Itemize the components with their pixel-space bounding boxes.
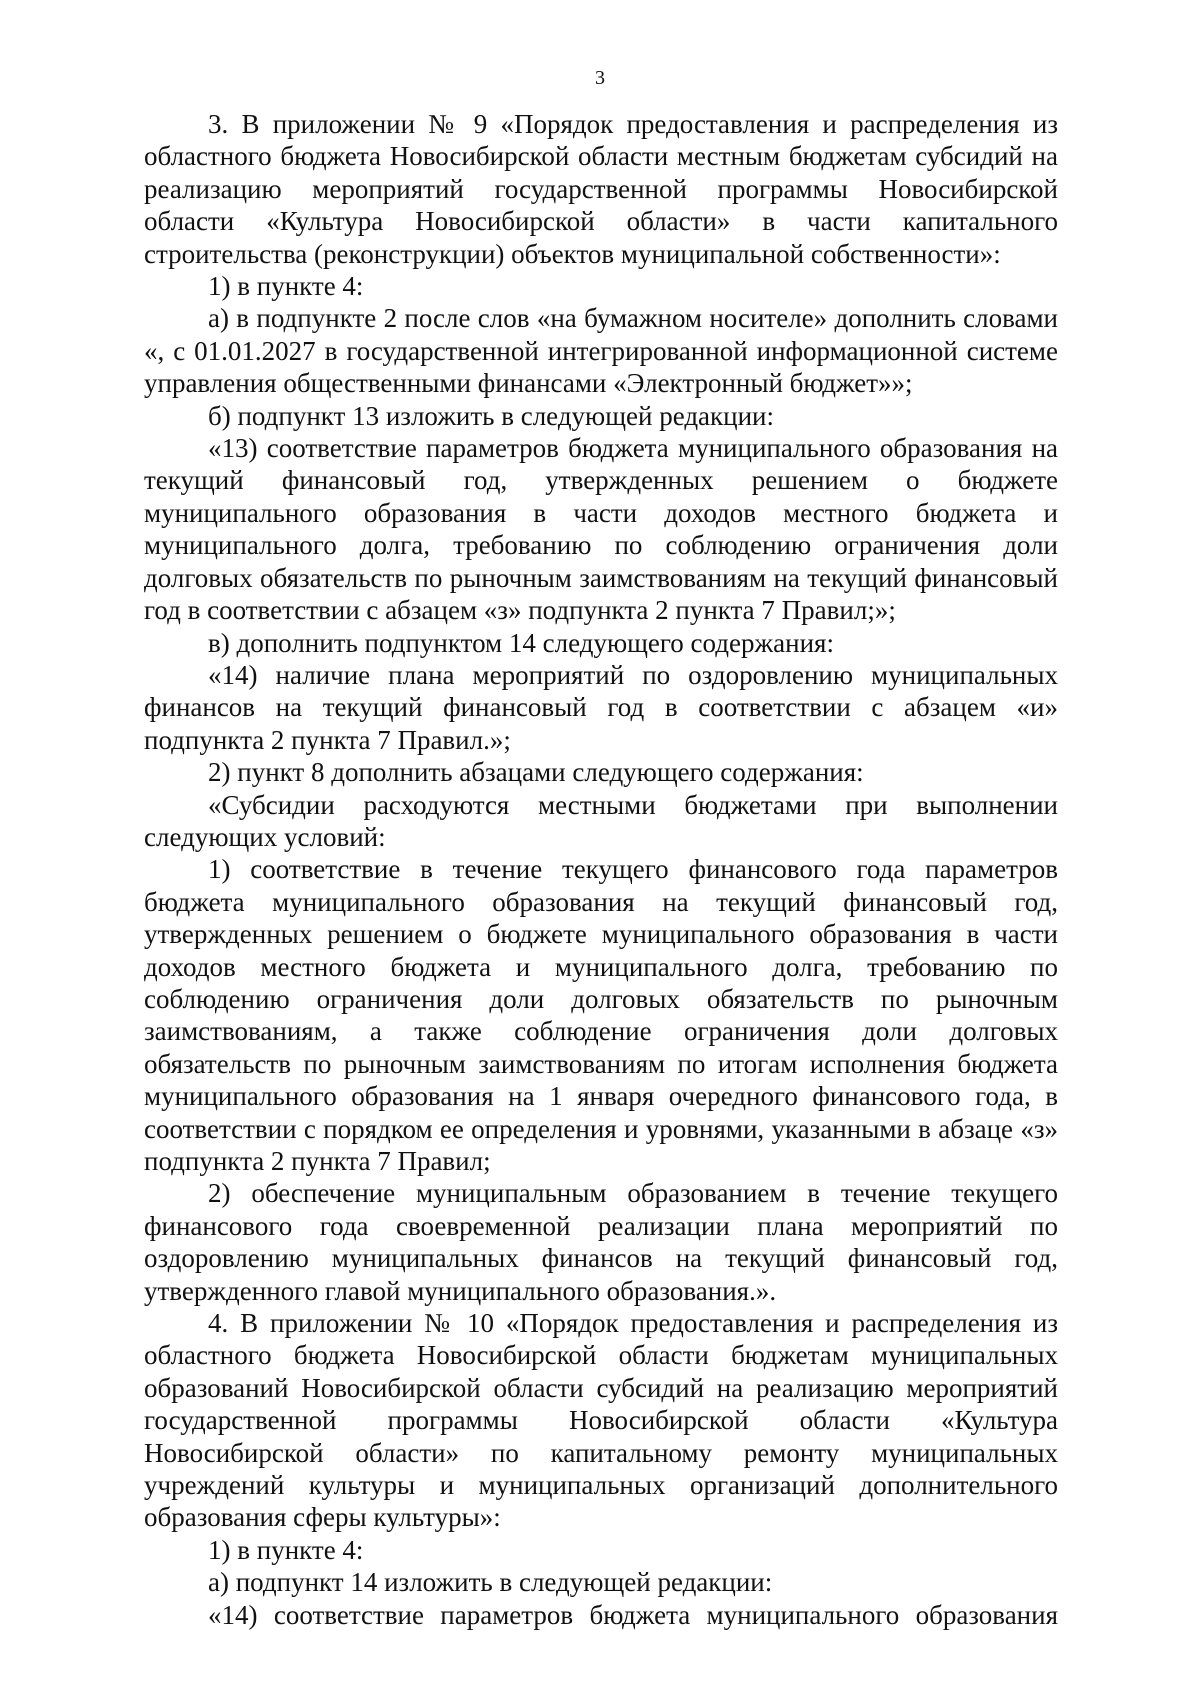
paragraph-quote-14-continued: «14) соответствие параметров бюджета муниципального образования	[208, 1599, 1058, 1630]
paragraph-subsidy-conditions: «Субсидии расходуются местными бюджетами при выполнении следующих условий:	[144, 789, 1058, 852]
page-number: 3	[595, 67, 605, 89]
paragraph-subitem-b: б) подпункт 13 изложить в следующей редакции:	[208, 400, 775, 431]
paragraph-quote-13: «13) соответствие параметров бюджета муниципального образования на текущий финансовый год, утвержденных решением о бюджете муниципального образования в части доходов местного бюджета и муниципального долга, требованию по соблюдению ограничения доли долговых обязательств по рыночным заимствованиям на текущий финансовый год в соответствии с абзацем «з» подпункта 2 пункта 7 Правил;»;	[144, 433, 1058, 626]
paragraph-subitem-2: 2) пункт 8 дополнить абзацами следующего содержания:	[208, 757, 864, 788]
document-body	[144, 108, 1058, 1631]
paragraph-quote-14: «14) наличие плана мероприятий по оздоровлению муниципальных финансов на текущий финансовый год в соответствии с абзацем «и» подпункта 2 пункта 7 Правил.»;	[144, 659, 1058, 755]
paragraph-subitem-1-second: 1) в пункте 4:	[208, 1534, 364, 1565]
paragraph-subitem-a-second: а) подпункт 14 изложить в следующей редакции:	[208, 1567, 773, 1598]
paragraph-item-4: 4. В приложении № 10 «Порядок предоставления и распределения из областного бюджета Новосибирской области бюджетам муниципальных образований Новосибирской области субсидий на реализацию мероприятий государственной программы Новосибирской области «Культура Новосибирской области» по капитальному ремонту муниципальных учреждений культуры и муниципальных организаций дополнительного образования сферы культуры»:	[144, 1308, 1058, 1533]
paragraph-item-3: 3. В приложении № 9 «Порядок предоставления и распределения из областного бюджета Новосибирской области местным бюджетам субсидий на реализацию мероприятий государственной программы Новосибирской области «Культура Новосибирской области» в части капитального строительства (реконструкции) объектов муниципальной собственности»:	[144, 109, 1058, 269]
paragraph-condition-1: 1) соответствие в течение текущего финансового года параметров бюджета муниципального образования на текущий финансовый год, утвержденных решением о бюджете муниципального образования в части доходов местного бюджета и муниципального долга, требованию по соблюдению ограничения доли долговых обязательств по рыночным заимствованиям, а также соблюдение ограничения доли долговых обязательств по рыночным заимствованиям по итогам исполнения бюджета муниципального образования на 1 января очередного финансового года, в соответствии с порядком ее определения и уровнями, указанными в абзаце «з» подпункта 2 пункта 7 Правил;	[144, 854, 1058, 1176]
paragraph-subitem-a: а) в подпункте 2 после слов «на бумажном носителе» дополнить словами «, с 01.01.2027 в государственной интегрированной информационной системе управления общественными финансами «Электронный бюджет»»;	[144, 303, 1058, 399]
paragraph-subitem-v: в) дополнить подпунктом 14 следующего содержания:	[208, 627, 834, 658]
paragraph-subitem-1: 1) в пункте 4:	[208, 271, 364, 302]
paragraph-condition-2: 2) обеспечение муниципальным образованием в течение текущего финансового года своевременной реализации плана мероприятий по оздоровлению муниципальных финансов на текущий финансовый год, утвержденного главой муниципального образования.».	[144, 1178, 1058, 1306]
